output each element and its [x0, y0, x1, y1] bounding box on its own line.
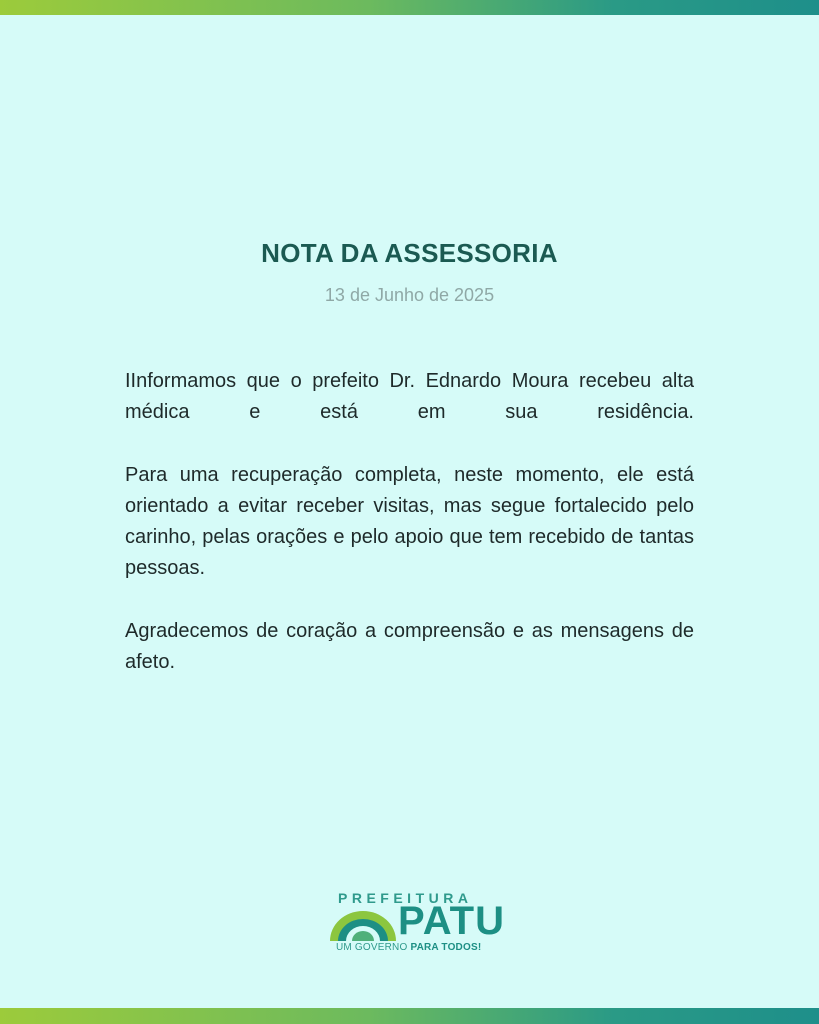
logo-tagline: UM GOVERNO PARA TODOS!: [336, 942, 482, 953]
top-gradient-bar: [0, 0, 819, 15]
prefeitura-patu-logo: [0, 884, 819, 964]
paragraph-2: Para uma recuperação completa, neste momento, ele está orientado a evitar receber visitas, mas segue fortalecido pelo carinho, pelas orações e pelo apoio que tem recebido de tantas pessoas.: [125, 464, 694, 579]
note-body: [125, 366, 694, 710]
bottom-gradient-bar: [0, 1008, 819, 1024]
paragraph-1: IInformamos que o prefeito Dr. Ednardo Moura recebeu alta médica e está em sua residência.: [125, 370, 694, 423]
dome-icon: [328, 908, 398, 942]
logo-top-text: PREFEITURA: [338, 890, 473, 906]
logo-name: PATU: [398, 899, 505, 943]
page-title: NOTA DA ASSESSORIA: [261, 238, 558, 268]
note-date: 13 de Junho de 2025: [324, 285, 495, 305]
paragraph-3: Agradecemos de coração a compreensão e as mensagens de afeto.: [125, 620, 694, 673]
